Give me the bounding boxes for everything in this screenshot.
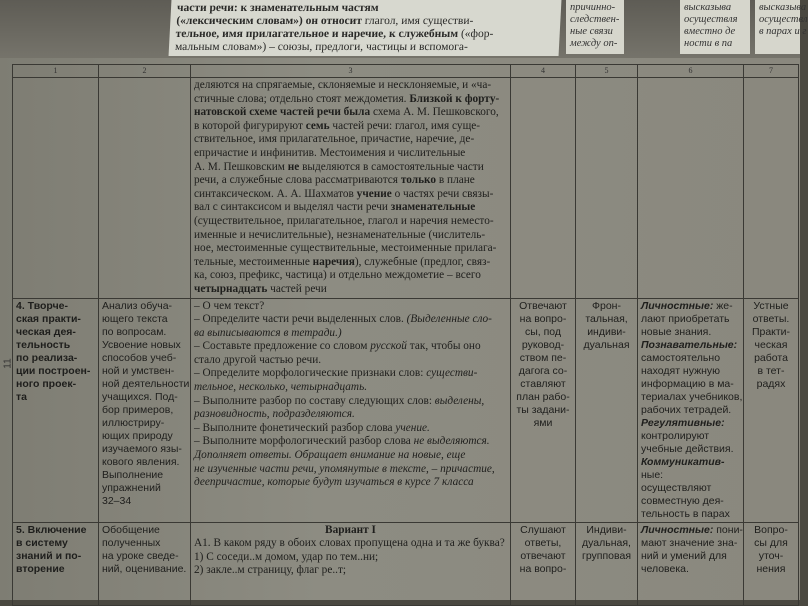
- text-line: [194, 120, 507, 134]
- previous-page-text: [169, 0, 562, 56]
- text-line: [194, 215, 507, 229]
- text-line: уточ-: [758, 549, 784, 562]
- text-line: ответы,: [524, 536, 562, 549]
- text-span: ствительное, имя прилагательное, причастие, наречие, де-: [194, 133, 475, 146]
- text-span: епричастие и инфинитив. Местоимения и числительные: [194, 146, 466, 159]
- text-line: дуальная,: [582, 536, 631, 549]
- italic-span: русской: [370, 340, 407, 353]
- text-line: причинно-: [570, 2, 616, 13]
- text-line: [641, 313, 740, 326]
- text-line: Выполнение: [102, 468, 164, 481]
- text-line: [194, 313, 507, 327]
- text-line: ной и умствен-: [102, 364, 175, 377]
- text-line: по вопросам.: [102, 325, 167, 338]
- text-line: работа: [754, 351, 788, 364]
- text-span: тельные, местоименные: [194, 255, 313, 268]
- text-line: ции построен-: [16, 364, 91, 377]
- bold-span: учение: [356, 187, 392, 200]
- bold-span: натовской схеме частей речи: [194, 106, 344, 119]
- bold-span: наречия: [312, 255, 355, 268]
- previous-page-column-3: [755, 0, 808, 54]
- uud-cell: [638, 298, 744, 522]
- bold-span: знаменательные: [390, 201, 476, 214]
- text-line: Практи-: [751, 325, 791, 338]
- text-span: именные и нечислительные), незнаменательные (числитель-: [194, 228, 486, 241]
- content-cell: [191, 298, 511, 522]
- text-line: [641, 495, 740, 508]
- lesson-plan-table: [12, 64, 799, 606]
- text-span: контролируют: [641, 429, 710, 442]
- text-line: ческая: [754, 338, 788, 351]
- text-line: по реализа-: [16, 351, 78, 364]
- text-line: ответы.: [752, 312, 790, 325]
- text-line: [641, 563, 740, 576]
- text-line: 1) С соседи..м домом, удар по тем..ни;: [194, 550, 379, 563]
- column-number-row: [13, 65, 799, 78]
- text-line: между оп-: [570, 38, 618, 49]
- text-span: находят нужную: [641, 364, 721, 377]
- text-line: знаний и по-: [16, 549, 82, 562]
- text-line: ты задани-: [516, 403, 570, 416]
- text-span: (существительное, прилагательное, глагол и наречия неместо-: [194, 214, 494, 227]
- text-line: сы, под: [524, 325, 562, 338]
- text-line: руковод-: [521, 338, 565, 351]
- text-line: [641, 339, 740, 352]
- text-span: совместную дея-: [641, 494, 724, 507]
- control-cell: [744, 522, 799, 605]
- text-span: («фор-: [457, 28, 494, 40]
- text-span: информацию в ма-: [641, 377, 734, 390]
- italic-span: ва выписываются в тетради.): [194, 326, 342, 339]
- task-cell: [99, 78, 191, 299]
- text-line: [194, 395, 507, 409]
- text-line: Усвоение новых: [102, 338, 181, 351]
- italic-span: разновидность, подразделяются.: [194, 408, 355, 421]
- text-span: – Определите части речи выделенных слов.: [194, 313, 407, 326]
- bold-span: не: [287, 160, 300, 173]
- text-span: А. М. Пешковским: [194, 160, 288, 173]
- column-number: 3: [191, 65, 511, 78]
- text-line: [194, 367, 507, 381]
- text-line: [194, 188, 507, 202]
- text-line: 4. Творче-: [16, 299, 69, 312]
- uud-label: Познавательные:: [641, 338, 738, 351]
- form-cell: [576, 298, 638, 522]
- text-line: [175, 28, 554, 41]
- text-span: – О чем текст?: [194, 299, 265, 312]
- text-line: изучаемого язы-: [102, 442, 182, 455]
- bold-span: только: [400, 174, 437, 187]
- text-line: осуществля: [684, 14, 738, 25]
- uud-cell: [638, 78, 744, 299]
- text-span: тельность в парах: [641, 507, 730, 520]
- text-line: [194, 381, 507, 395]
- content-cell: [191, 78, 511, 299]
- text-span: частей речи: [267, 282, 327, 295]
- text-span: ), служебные (предлог, связ-: [354, 255, 491, 268]
- text-line: Индиви-: [586, 523, 627, 536]
- task-cell: [99, 522, 191, 605]
- text-line: бор примеров,: [102, 403, 174, 416]
- text-span: самостоятельно: [641, 351, 721, 364]
- text-line: [641, 456, 740, 469]
- text-line: [641, 508, 740, 521]
- italic-span: не выделяются.: [413, 435, 490, 448]
- text-line: та: [16, 390, 27, 403]
- text-line: на вопро-: [519, 312, 567, 325]
- text-line: [641, 417, 740, 430]
- column-number: 1: [13, 65, 99, 78]
- text-line: [641, 550, 740, 563]
- italic-span: существи-: [426, 367, 478, 380]
- document-page: [0, 58, 800, 600]
- text-line: групповая: [582, 549, 631, 562]
- text-span: – Составьте предложение со словом: [194, 340, 371, 353]
- text-line: способов учеб-: [102, 351, 177, 364]
- text-span: синтаксическом. А. А. Шахматов: [194, 187, 357, 200]
- teacher-cell: [511, 78, 576, 299]
- text-span: в плане: [436, 174, 475, 187]
- text-span: вал с синтаксисом и выделял части речи: [194, 201, 391, 214]
- text-line: [641, 365, 740, 378]
- text-line: следствен-: [570, 14, 620, 25]
- text-line: [641, 378, 740, 391]
- text-span: речи, а служебные слова рассматриваются: [194, 174, 401, 187]
- text-line: отвечают: [520, 549, 566, 562]
- uud-label: Личностные:: [641, 299, 714, 312]
- text-line: [194, 354, 507, 368]
- text-span: учебные действия.: [641, 442, 734, 455]
- variant-title: Вариант I: [325, 523, 376, 536]
- text-span: ные:: [641, 468, 664, 481]
- task-cell: [99, 298, 191, 522]
- text-line: Слушают: [520, 523, 566, 536]
- text-line: [641, 430, 740, 443]
- text-line: индиви-: [587, 325, 626, 338]
- text-line: 32–34: [102, 494, 132, 507]
- uud-label: Коммуникатив-: [641, 455, 725, 468]
- text-span: осуществляют: [641, 481, 712, 494]
- column-number: 4: [511, 65, 576, 78]
- text-line: ческая дея-: [16, 325, 76, 338]
- text-line: [194, 422, 507, 436]
- text-span: – Определите морфологические признаки слов:: [194, 367, 427, 380]
- text-line: [194, 106, 507, 120]
- text-line: ности в па: [684, 38, 733, 49]
- form-cell: [576, 522, 638, 605]
- text-line: [194, 283, 507, 297]
- text-line: полученных: [102, 536, 161, 549]
- column-number: 2: [99, 65, 191, 78]
- text-line: 5. Включение: [16, 523, 87, 536]
- text-span: лают приобретать: [641, 312, 730, 325]
- text-line: [175, 41, 554, 54]
- book-top-strip: [0, 0, 808, 62]
- text-span: – Выполните фонетический разбор слова: [194, 421, 396, 434]
- text-line: ством пе-: [519, 351, 567, 364]
- text-line: [194, 133, 507, 147]
- text-span: – Выполните разбор по составу следующих слов:: [194, 394, 435, 407]
- column-number: 7: [744, 65, 799, 78]
- text-line: ская практи-: [16, 312, 81, 325]
- text-span: стало другой частью речи.: [194, 353, 322, 366]
- control-cell: [744, 78, 799, 299]
- text-line: высказыва: [684, 2, 732, 13]
- bold-span: четырнадцать: [194, 282, 268, 295]
- text-line: вместно де: [684, 26, 736, 37]
- text-span: человека.: [641, 562, 689, 575]
- text-span: ное, местоименные существительные, местоименные прилага-: [194, 242, 497, 255]
- column-number: 6: [638, 65, 744, 78]
- stage-cell: [13, 78, 99, 299]
- text-line: в систему: [16, 536, 68, 549]
- text-span: пони-: [713, 523, 743, 536]
- text-span: так, чтобы оно: [406, 340, 481, 353]
- text-line: [641, 469, 740, 482]
- bold-span: («лексическим словам») он относит: [176, 15, 363, 27]
- text-line: [641, 482, 740, 495]
- text-line: [176, 15, 555, 28]
- text-span: выделяются в самостоятельные части: [299, 160, 484, 173]
- text-line: А1. В каком ряду в обоих словах пропущена одна и та же буква?: [194, 537, 505, 550]
- text-line: Анализ обуча-: [102, 299, 173, 312]
- text-line: упражнений: [102, 481, 161, 494]
- italic-span: (Выделенные сло-: [406, 313, 492, 326]
- text-line: на вопро-: [519, 562, 567, 575]
- text-line: ний, оценивание.: [102, 562, 187, 575]
- text-line: кового явления.: [102, 455, 180, 468]
- text-line: [194, 476, 507, 490]
- stage-cell: [13, 298, 99, 522]
- bold-span: тельное, имя прилагательное и наречие, к служебным: [175, 28, 459, 40]
- text-line: сы для: [754, 536, 788, 549]
- text-line: осуществл: [759, 14, 808, 25]
- text-span: мальным словам») – союзы, предлоги, частицы и вспомога-: [174, 41, 469, 53]
- text-line: [177, 2, 556, 15]
- text-line: ющих природу: [102, 429, 173, 442]
- uud-label: Регулятивные:: [641, 416, 725, 429]
- text-line: [641, 443, 740, 456]
- text-line: Устные: [753, 299, 789, 312]
- text-line: тельность: [16, 338, 71, 351]
- text-span: жe-: [713, 299, 733, 312]
- text-line: ной деятельности: [102, 377, 190, 390]
- text-line: в парах и г: [759, 26, 807, 37]
- teacher-cell: [511, 298, 576, 522]
- text-span: новые знания.: [641, 325, 712, 338]
- text-span: частей речи: глагол, имя суще-: [329, 119, 481, 132]
- bold-span: части речи: к знаменательным частям: [176, 2, 379, 14]
- form-cell: [576, 78, 638, 299]
- text-line: [641, 300, 740, 313]
- italic-span: учение.: [395, 421, 430, 434]
- text-line: [194, 408, 507, 422]
- table-row-stage-5: [13, 522, 799, 605]
- previous-page-column-2: [680, 0, 750, 54]
- text-line: учащихся. Под-: [102, 390, 178, 403]
- text-line: высказыва: [759, 2, 807, 13]
- table-row-stage-4: [13, 298, 799, 522]
- text-line: [194, 256, 507, 270]
- italic-span: не изученные части речи, упомянутые в тексте, – причастие,: [194, 462, 495, 475]
- text-line: [641, 390, 743, 404]
- content-cell: [191, 522, 511, 605]
- text-line: [194, 147, 507, 161]
- text-line: Отвечают: [519, 299, 567, 312]
- text-span: деляются на спрягаемые, склоняемые и несклоняемые, и «ча-: [194, 79, 492, 91]
- uud-cell: [638, 522, 744, 605]
- text-line: ющего текста: [102, 312, 168, 325]
- table-row-continuation: [13, 78, 799, 299]
- italic-span: деепричастие, которые будут изучаться в курсе 7 класса: [194, 476, 474, 489]
- text-line: [194, 229, 507, 243]
- text-line: в тет-: [757, 364, 785, 377]
- text-line: [194, 201, 507, 215]
- text-line: [194, 93, 507, 107]
- text-line: на уроке сведе-: [102, 549, 179, 562]
- page-margin-number: 11: [2, 358, 14, 369]
- text-line: [194, 300, 507, 314]
- text-line: тальная,: [585, 312, 628, 325]
- previous-page-column-1: [566, 0, 624, 54]
- text-line: [194, 269, 507, 283]
- text-span: рабочих тетрадей.: [641, 403, 732, 416]
- text-line: [194, 79, 507, 93]
- text-line: [641, 523, 743, 537]
- text-line: 2) закле..м страницу, флаг ре..т;: [194, 564, 347, 577]
- text-line: [641, 404, 740, 417]
- text-line: ями: [533, 416, 553, 429]
- text-line: ного проек-: [16, 377, 77, 390]
- text-line: [194, 435, 507, 449]
- text-span: схема А. М. Пешковского,: [370, 106, 499, 119]
- text-line: ные связи: [570, 26, 613, 37]
- text-line: [194, 463, 507, 477]
- bold-span: была: [343, 106, 371, 119]
- text-line: радях: [756, 377, 786, 390]
- text-span: ний и умений для: [641, 549, 727, 562]
- column-number: 5: [576, 65, 638, 78]
- text-span: ка, союз, префикс, частица) и отдельно междометие – всего: [194, 269, 481, 282]
- text-span: стичные слова; отдельно стоят междометия.: [194, 92, 410, 105]
- text-line: дуальная: [583, 338, 630, 351]
- text-line: вторение: [16, 562, 65, 575]
- text-line: [641, 352, 740, 365]
- bold-span: семь: [305, 119, 330, 132]
- text-span: – Выполните морфологический разбор слова: [194, 435, 414, 448]
- text-line: [194, 327, 507, 341]
- text-span: глагол, имя существи-: [361, 15, 474, 27]
- stage-cell: [13, 522, 99, 605]
- text-line: план рабо-: [516, 390, 570, 403]
- text-span: в которой фигурируют: [194, 119, 306, 132]
- teacher-cell: [511, 522, 576, 605]
- text-line: нения: [756, 562, 786, 575]
- uud-label: Личностные:: [641, 523, 714, 536]
- text-line: дагога со-: [518, 364, 568, 377]
- text-line: Вопро-: [754, 523, 788, 536]
- control-cell: [744, 298, 799, 522]
- text-line: [194, 449, 507, 463]
- text-line: [641, 537, 740, 550]
- bold-span: Близкой к фортy-: [409, 92, 500, 105]
- text-line: [194, 174, 507, 188]
- italic-span: выделены,: [434, 394, 485, 407]
- text-line: [194, 161, 507, 175]
- text-line: иллюстриру-: [102, 416, 165, 429]
- text-span: о частях речи связы-: [391, 187, 494, 200]
- text-line: Обобщение: [102, 523, 160, 536]
- text-line: [194, 242, 507, 256]
- text-span: мают значение зна-: [641, 536, 738, 549]
- text-line: Фрон-: [592, 299, 621, 312]
- text-line: ставляют: [520, 377, 566, 390]
- text-span: териалах учебников,: [641, 390, 743, 403]
- italic-span: тельное, несколько, четырнадцать.: [194, 381, 368, 394]
- text-line: [194, 340, 507, 354]
- italic-span: Дополняет ответы. Обращает внимание на новые, еще: [194, 449, 466, 462]
- text-line: [641, 326, 740, 339]
